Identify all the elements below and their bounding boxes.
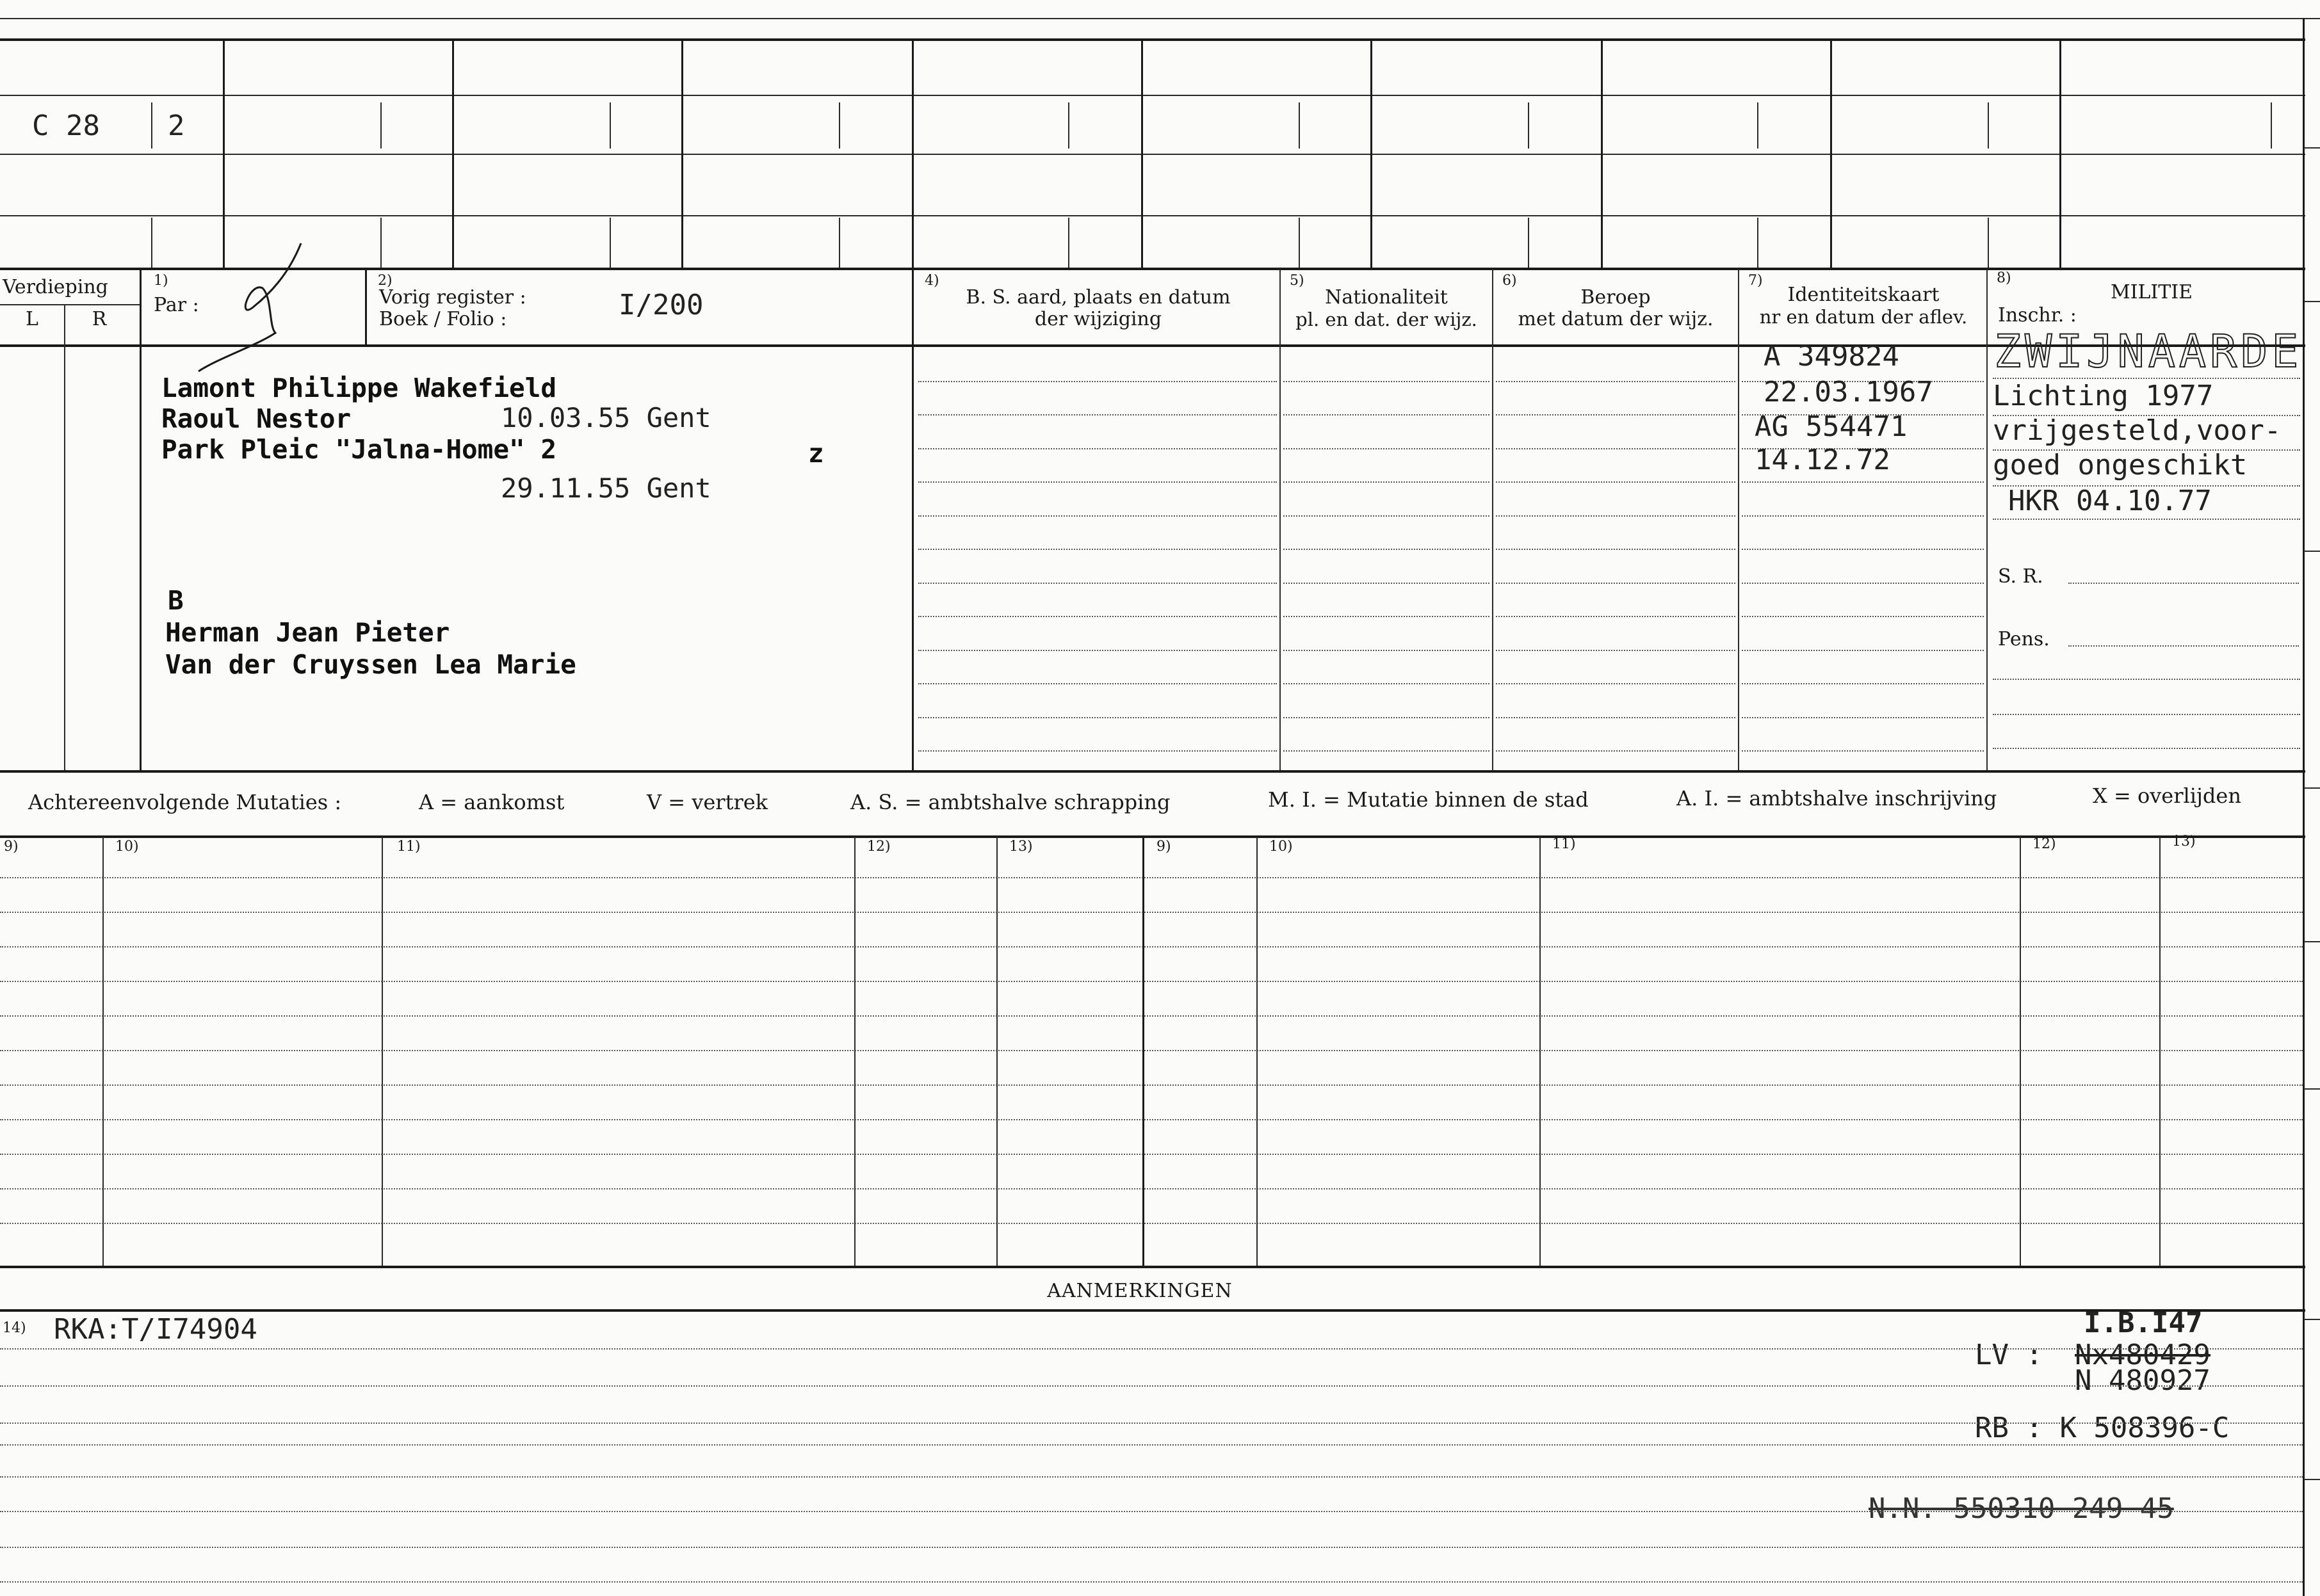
nn-reference: N.N. 550310 249 45 — [1869, 1492, 2174, 1525]
legend-title: Achtereenvolgende Mutaties : — [28, 790, 342, 814]
mut-col-label: 10) — [1269, 839, 1293, 855]
register-value: I/200 — [619, 289, 704, 321]
pens-line — [2068, 645, 2299, 647]
ruled-line — [1742, 717, 1984, 718]
father-name: Herman Jean Pieter — [165, 617, 450, 648]
municipality-stamp: ZWIJNAARDE — [1994, 325, 2303, 378]
grid-vline — [1370, 38, 1372, 269]
ruled-line — [918, 549, 1277, 550]
mut-row-line — [0, 1154, 2303, 1155]
ruled-line — [1742, 549, 1984, 550]
id-header-1: Identiteitskaart — [1787, 284, 1940, 306]
ruled-line — [918, 448, 1277, 449]
ruled-line — [1496, 414, 1735, 415]
right-edge — [2303, 18, 2305, 1596]
ruled-line — [1283, 549, 1489, 550]
ruled-line — [1283, 650, 1489, 651]
mut-row-line — [0, 877, 2303, 878]
id-header-2: nr en datum der aflev. — [1759, 306, 1968, 328]
militia-line-4: HKR 04.10.77 — [2008, 485, 2212, 517]
grid-vline — [912, 38, 914, 269]
ruled-line — [1283, 616, 1489, 617]
grid-tick — [1757, 102, 1758, 149]
legend-a: A = aankomst — [419, 790, 565, 814]
mut-col — [1539, 837, 1541, 1266]
address: Park Pleic "Jalna-Home" 2 — [161, 434, 557, 465]
grid-tick — [1299, 102, 1300, 149]
lv-label: LV : — [1975, 1339, 2043, 1371]
top-grid-line — [0, 154, 2305, 155]
top-grid-line — [0, 268, 2305, 270]
grid-vline — [1830, 38, 1832, 269]
militia-line-3: goed ongeschikt — [1993, 449, 2248, 481]
remarks-line — [0, 1444, 2303, 1446]
field-number: 14) — [3, 1320, 26, 1336]
mut-col — [2159, 837, 2161, 1266]
field-number: 7) — [1748, 273, 1763, 289]
lv-value: N 480927 — [2075, 1364, 2210, 1397]
header-bottom-line — [0, 344, 2305, 347]
edge-tick — [2304, 551, 2320, 552]
mut-col-label: 9) — [4, 839, 19, 855]
remarks-line — [0, 1511, 2303, 1512]
col-l-r-divider — [64, 304, 65, 770]
mut-row-line — [0, 946, 2303, 947]
edge-tick — [2304, 941, 2320, 942]
ruled-line — [1496, 515, 1735, 517]
grid-tick — [1988, 218, 1989, 268]
grid-vline — [452, 38, 454, 269]
mut-col-label: 10) — [115, 839, 139, 855]
legend-v: V = vertrek — [647, 790, 768, 814]
ruled-line — [1496, 717, 1735, 718]
field-number: 5) — [1290, 273, 1304, 289]
grid-tick — [1299, 218, 1300, 268]
pens-label: Pens. — [1998, 628, 2050, 650]
register-code: C 28 — [32, 109, 100, 142]
ruled-line — [1496, 549, 1735, 550]
grid-tick — [1988, 102, 1989, 149]
mut-col-label: 11) — [397, 839, 421, 855]
grid-vline — [223, 38, 225, 269]
edge-tick — [2304, 301, 2320, 302]
bs-header-1: B. S. aard, plaats en datum — [966, 286, 1231, 309]
mut-col-label: 13) — [1009, 839, 1033, 855]
remarks-top-line — [0, 1266, 2305, 1268]
legend-mi: M. I. = Mutatie binnen de stad — [1268, 787, 1589, 812]
col-divider — [1738, 269, 1739, 771]
ruled-line — [1742, 515, 1984, 517]
ruled-line — [918, 381, 1277, 382]
ruled-line — [1742, 481, 1984, 483]
ruled-line — [1283, 717, 1489, 718]
ruled-line — [1993, 519, 2300, 520]
rka-reference: RKA:T/I74904 — [54, 1313, 257, 1346]
grid-tick — [610, 102, 611, 149]
mut-row-line — [0, 981, 2303, 982]
grid-tick — [380, 102, 382, 149]
signature-scribble — [192, 237, 320, 378]
ruled-line — [918, 717, 1277, 718]
field-number: 8) — [1997, 270, 2011, 286]
ruled-line — [1496, 616, 1735, 617]
person-name: Lamont Philippe Wakefield — [161, 373, 557, 403]
ruled-line — [1496, 750, 1735, 752]
marker-z: z — [808, 438, 824, 469]
militia-line-2: vrijgesteld,voor- — [1993, 414, 2282, 447]
birth-date-place: 10.03.55 Gent — [501, 402, 711, 433]
ruled-line — [918, 481, 1277, 483]
top-grid-line — [0, 95, 2305, 96]
mut-col — [854, 837, 856, 1266]
beroep-header-2: met datum der wijz. — [1518, 308, 1714, 330]
boek-folio-label: Boek / Folio : — [379, 308, 507, 330]
grid-tick — [1528, 218, 1529, 268]
arrival-date-place: 29.11.55 Gent — [501, 472, 711, 504]
ruled-line — [1496, 381, 1735, 382]
col-divider — [365, 269, 367, 346]
edge-tick — [2304, 1088, 2320, 1090]
grid-vline — [1141, 38, 1143, 269]
remarks-line — [0, 1348, 2303, 1350]
edge-tick — [2304, 1319, 2320, 1320]
sr-line — [2068, 583, 2299, 584]
grid-vline — [681, 38, 683, 269]
ruled-line — [918, 683, 1277, 684]
ruled-line — [1283, 414, 1489, 415]
ib-reference: I.B.I47 — [2084, 1307, 2203, 1339]
grid-tick — [151, 102, 152, 149]
l-label: L — [26, 308, 38, 330]
ruled-line — [1496, 583, 1735, 584]
legend-as: A. S. = ambtshalve schrapping — [850, 790, 1171, 814]
ruled-line — [1742, 616, 1984, 617]
ruled-line — [1283, 683, 1489, 684]
grid-tick — [380, 218, 382, 268]
ruled-line — [1742, 683, 1984, 684]
id-card-number-1: A 349824 — [1764, 340, 1899, 373]
ruled-line — [1993, 748, 2300, 749]
remarks-title: AANMERKINGEN — [1047, 1280, 1233, 1302]
ruled-line — [918, 616, 1277, 617]
ruled-line — [1283, 515, 1489, 517]
ruled-line — [918, 750, 1277, 752]
field-number: 1) — [154, 273, 168, 289]
header-subline — [0, 304, 141, 305]
rb-reference: RB : K 508396-C — [1975, 1412, 2230, 1444]
parents-b: B — [168, 585, 184, 616]
mut-col — [382, 837, 383, 1266]
col-divider — [1492, 269, 1493, 771]
mut-col — [102, 837, 104, 1266]
beroep-header-1: Beroep — [1580, 286, 1651, 309]
ruled-line — [1742, 650, 1984, 651]
legend-x: X = overlijden — [2093, 784, 2241, 808]
edge-tick — [2304, 1479, 2320, 1480]
mut-row-line — [0, 1223, 2303, 1224]
mut-row-line — [0, 912, 2303, 913]
ruled-line — [918, 650, 1277, 651]
col-divider — [140, 269, 142, 771]
mutations-top-line — [0, 835, 2305, 838]
ruled-line — [918, 583, 1277, 584]
ruled-line — [918, 515, 1277, 517]
col-divider — [1279, 269, 1281, 771]
sr-label: S. R. — [1998, 565, 2043, 588]
militie-header: MILITIE — [2110, 281, 2193, 303]
grid-tick — [2271, 102, 2272, 149]
edge-tick — [2304, 147, 2320, 149]
lv-struck-value: Nx480429 — [2075, 1339, 2210, 1371]
militia-line-1: Lichting 1977 — [1993, 380, 2214, 412]
mut-col — [1256, 837, 1258, 1266]
r-label: R — [92, 308, 107, 330]
edge-tick — [2304, 787, 2320, 789]
grid-vline — [2059, 38, 2061, 269]
mut-col — [996, 837, 998, 1266]
ruled-line — [1283, 583, 1489, 584]
ruled-line — [1496, 448, 1735, 449]
mut-row-line — [0, 1188, 2303, 1189]
ruled-line — [1742, 750, 1984, 752]
vorig-register-label: Vorig register : — [379, 286, 526, 309]
grid-tick — [1068, 102, 1069, 149]
id-card-date-1: 22.03.1967 — [1764, 376, 1933, 408]
ruled-line — [918, 414, 1277, 415]
ruled-line — [1283, 481, 1489, 483]
id-card-number-2: AG 554471 — [1755, 410, 1908, 443]
ruled-line — [1496, 650, 1735, 651]
grid-tick — [151, 218, 152, 268]
grid-tick — [839, 218, 840, 268]
remarks-line — [0, 1547, 2303, 1548]
top-border — [0, 18, 2320, 19]
remarks-line — [0, 1423, 2303, 1424]
mut-row-line — [0, 1050, 2303, 1051]
mother-name: Van der Cruyssen Lea Marie — [165, 649, 576, 680]
top-grid-line — [0, 38, 2305, 41]
person-firstnames: Raoul Nestor — [161, 403, 352, 434]
mut-col — [2020, 837, 2021, 1266]
remarks-header-line — [0, 1309, 2305, 1312]
mut-row-line — [0, 1119, 2303, 1120]
mut-col-label: 12) — [867, 839, 891, 855]
ruled-line — [1496, 481, 1735, 483]
nat-header-2: pl. en dat. der wijz. — [1295, 309, 1477, 330]
grid-tick — [610, 218, 611, 268]
col-divider — [912, 269, 914, 771]
grid-tick — [1757, 218, 1758, 268]
mut-col-label: 12) — [2032, 836, 2056, 852]
mut-row-line — [0, 1015, 2303, 1017]
remarks-line — [0, 1581, 2303, 1583]
ruled-line — [1742, 583, 1984, 584]
grid-tick — [1528, 102, 1529, 149]
ruled-line — [1993, 714, 2300, 715]
bs-header-2: der wijziging — [1034, 308, 1162, 330]
top-grid-line — [0, 215, 2305, 216]
mut-col-label: 9) — [1156, 839, 1171, 855]
ruled-line — [1283, 750, 1489, 752]
grid-tick — [1068, 218, 1069, 268]
ruled-line — [1993, 679, 2300, 680]
verdieping-label: Verdieping — [3, 276, 108, 298]
ruled-line — [1496, 683, 1735, 684]
field-number: 6) — [1502, 273, 1517, 289]
field-number: 4) — [925, 273, 939, 289]
mut-col-label: 13) — [2172, 834, 2196, 850]
nat-header-1: Nationaliteit — [1325, 286, 1448, 309]
legend-ai: A. I. = ambtshalve inschrijving — [1676, 786, 1997, 810]
field-number: 2) — [378, 273, 393, 289]
par-label: Par : — [154, 294, 199, 316]
grid-vline — [1601, 38, 1603, 269]
ruled-line — [1283, 381, 1489, 382]
mut-row-line — [0, 1084, 2303, 1086]
register-number: 2 — [168, 109, 185, 142]
inschr-label: Inschr. : — [1998, 304, 2077, 326]
id-card-date-2: 14.12.72 — [1755, 444, 1890, 476]
col-divider — [1986, 269, 1988, 771]
mut-col — [1142, 837, 1144, 1266]
remarks-line — [0, 1385, 2303, 1387]
grid-tick — [839, 102, 840, 149]
mut-col-label: 11) — [1552, 836, 1576, 852]
ruled-line — [1283, 448, 1489, 449]
body-bottom-line — [0, 770, 2305, 773]
remarks-line — [0, 1476, 2303, 1478]
